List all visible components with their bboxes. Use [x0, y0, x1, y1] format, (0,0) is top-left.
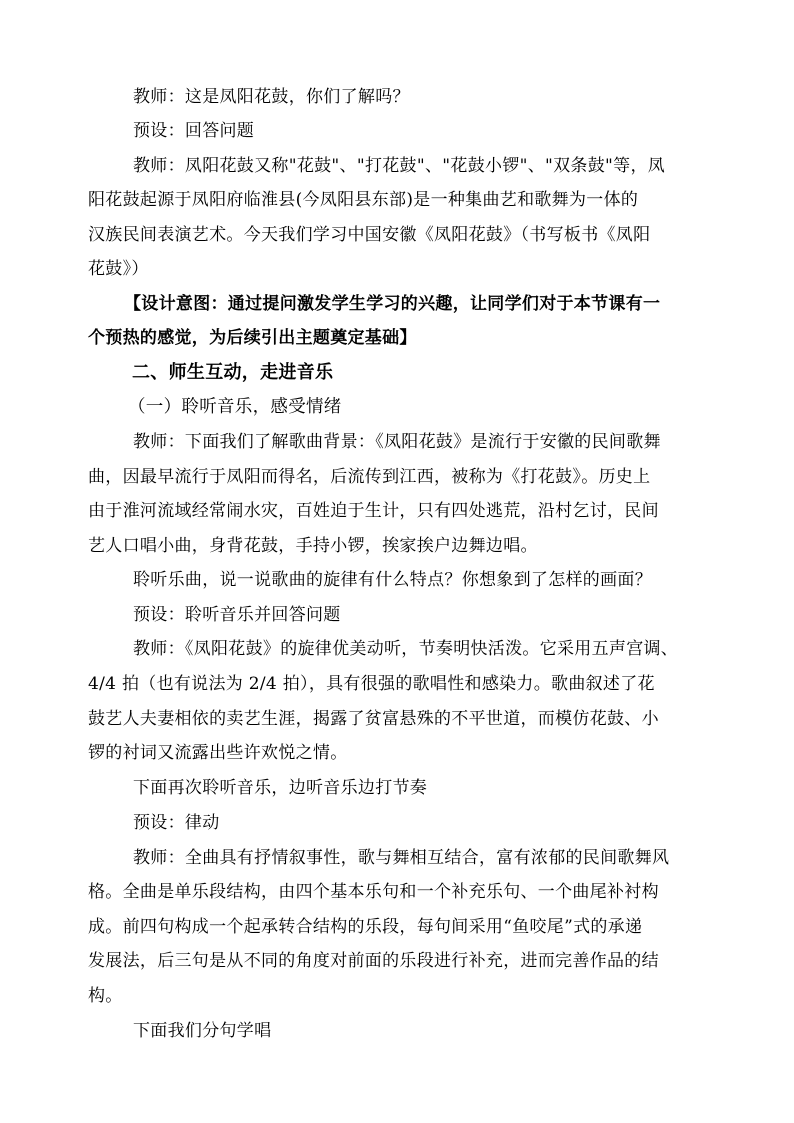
paragraph-line: 预设：回答问题 [133, 121, 255, 141]
paragraph-line: 花鼓》） [88, 259, 149, 279]
design-intent-line: 【设计意图：通过提问激发学生学习的兴趣，让同学们对于本节课有一 [124, 294, 661, 314]
paragraph-line: 发展法，后三句是从不同的角度对前面的乐段进行补充，进而完善作品的结 [88, 951, 659, 971]
paragraph-line: 聆听乐曲，说一说歌曲的旋律有什么特点？你想象到了怎样的画面？ [133, 570, 652, 590]
paragraph-line: 构。 [88, 986, 123, 1006]
paragraph-line: 教师：这是凤阳花鼓，你们了解吗？ [133, 87, 410, 107]
paragraph-line: 下面我们分句学唱 [133, 1021, 272, 1041]
paragraph-line: 汉族民间表演艺术。今天我们学习中国安徽《凤阳花鼓》（书写板书《凤阳 [88, 225, 651, 245]
paragraph-line: 教师：全曲具有抒情叙事性，歌与舞相互结合，富有浓郁的民间歌舞风 [133, 848, 670, 868]
section-heading: 二、师生互动，走进音乐 [132, 362, 334, 383]
paragraph-line: 预设：律动 [133, 813, 220, 833]
design-intent-line: 个预热的感觉，为后续引出主题奠定基础】 [88, 328, 417, 348]
subsection-heading: （一）聆听音乐，感受情绪 [128, 397, 342, 417]
paragraph-line: 预设：聆听音乐并回答问题 [133, 605, 341, 625]
paragraph-line: 教师：凤阳花鼓又称"花鼓"、"打花鼓"、"花鼓小锣"、"双条鼓"等，凤 [133, 156, 666, 176]
paragraph-line: 鼓艺人夫妻相依的卖艺生涯，揭露了贫富悬殊的不平世道，而模仿花鼓、小 [88, 709, 659, 729]
paragraph-line: 锣的衬词又流露出些许欢悦之情。 [88, 743, 348, 763]
paragraph-line: 4/4 拍（也有说法为 2/4 拍），具有很强的歌唱性和感染力。歌曲叙述了花 [88, 674, 655, 694]
paragraph-line: 阳花鼓起源于凤阳府临淮县(今凤阳县东部)是一种集曲艺和歌舞为一体的 [88, 190, 639, 210]
paragraph-line: 格。全曲是单乐段结构，由四个基本乐句和一个补充乐句、一个曲尾补衬构 [88, 882, 659, 902]
paragraph-line: 曲，因最早流行于凤阳而得名，后流传到江西，被称为《打花鼓》。历史上 [88, 467, 651, 487]
paragraph-line: 教师：下面我们了解歌曲背景：《凤阳花鼓》是流行于安徽的民间歌舞 [133, 432, 661, 452]
paragraph-line: 由于淮河流域经常闹水灾，百姓迫于生计，只有四处逃荒，沿村乞讨，民间 [88, 501, 659, 521]
paragraph-line: 艺人口唱小曲，身背花鼓，手持小锣，挨家挨户边舞边唱。 [88, 536, 538, 556]
paragraph-line: 教师：《凤阳花鼓》的旋律优美动听，节奏明快活泼。它采用五声宫调、 [133, 639, 679, 659]
paragraph-line: 成。前四句构成一个起承转合结构的乐段，每句间采用“鱼咬尾”式的承递 [88, 917, 643, 937]
paragraph-line: 下面再次聆听音乐，边听音乐边打节奏 [133, 778, 428, 798]
